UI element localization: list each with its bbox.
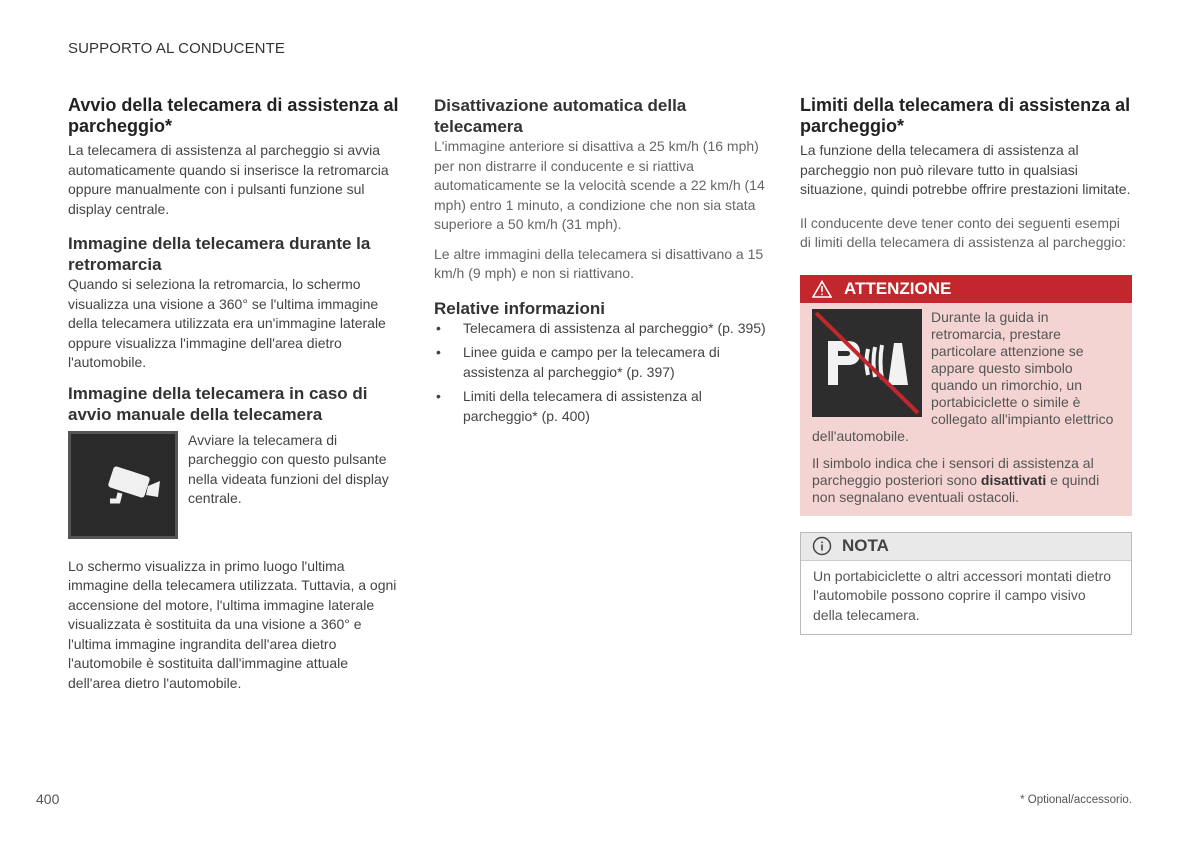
column-2	[434, 95, 769, 426]
subheading-related-info: Relative informazioni	[434, 298, 605, 318]
paragraph: L'immagine anteriore si disattiva a 25 km/h (16 mph) per non distrarre il conducente e si riattiva automaticamente se la velocità scende a 22 km/h (14 mph) entro 1 minuto, a condizione che non sia stata superiore a 50 km/h (31 mph).	[434, 138, 765, 232]
paragraph: La telecamera di assistenza al parcheggio si avvia automaticamente quando si inserisce la retromarcia oppure manualmente con i pulsanti funzione sul display centrale.	[68, 142, 389, 217]
bullet-icon: •	[436, 344, 441, 360]
note-header	[801, 533, 1131, 561]
column-3	[800, 95, 1132, 635]
page-number: 400	[36, 791, 60, 807]
warning-box	[800, 275, 1132, 516]
related-link[interactable]: • Linee guida e campo per la telecamera di assistenza al parcheggio* (p. 397)	[436, 344, 720, 380]
paragraph: Il simbolo indica che i sensori di assistenza al parcheggio posteriori sono disattivati e quindi non segnalano eventuali ostacoli.	[812, 454, 1100, 505]
column-1	[68, 95, 400, 693]
paragraph: Le altre immagini della telecamera si disattivano a 15 km/h (9 mph) e non si riattivano.	[434, 245, 764, 281]
bullet-icon: •	[436, 319, 441, 336]
section-title-limits: Limiti della telecamera di assistenza al parcheggio*	[800, 95, 1131, 136]
paragraph: Quando si seleziona la retromarcia, lo schermo visualizza una visione a 360° se l'ultima immagine della telecamera utilizzata era un'immagine laterale oppure visualizza l'immagine dell'area dietro l'automobile.	[68, 276, 386, 370]
subheading-manual-start: Immagine della telecamera in caso di avvio manuale della telecamera	[68, 383, 368, 424]
subheading-reverse-image: Immagine della telecamera durante la retromarcia	[68, 234, 371, 274]
footnote: * Optional/accessorio.	[1020, 794, 1132, 806]
note-box	[800, 532, 1132, 636]
related-link[interactable]: • Limiti della telecamera di assistenza al parcheggio* (p. 400)	[436, 388, 702, 424]
related-links-list	[434, 319, 769, 427]
warning-label: ATTENZIONE	[844, 278, 952, 298]
related-link[interactable]: • Telecamera di assistenza al parcheggio* (p. 395)	[434, 319, 769, 339]
paragraph: La funzione della telecamera di assistenza al parcheggio non può rilevare tutto in qualsiasi situazione, quindi potrebbe offrire prestazioni limitate.	[800, 142, 1131, 197]
warning-triangle-icon	[812, 280, 832, 298]
section-title-start-camera: Avvio della telecamera di assistenza al parcheggio*	[68, 95, 399, 136]
paragraph: Lo schermo visualizza in primo luogo l'ultima immagine della telecamera utilizzata. Tuttavia, a ogni accensione del motore, l'ultima immagine laterale visualizzata è sostituita da una visione a 360° e l'ultima immagine ingrandita dell'area dietro l'automobile è sostituita dall'immagine attuale dell'area dietro l'automobile.	[68, 557, 397, 691]
parking-sensor-disabled-image	[812, 309, 922, 417]
paragraph: Il conducente deve tener conto dei seguenti esempi di limiti della telecamera di assistenza al parcheggio:	[800, 214, 1127, 250]
camera-button-image	[68, 431, 178, 539]
paragraph: Un portabiciclette o altri accessori montati dietro l'automobile possono coprire il campo visivo della telecamera.	[813, 567, 1112, 623]
camera-icon	[68, 431, 178, 539]
paragraph: Avviare la telecamera di parcheggio con questo pulsante nella videata funzioni del display centrale.	[188, 431, 389, 506]
bullet-icon: •	[436, 388, 441, 404]
info-icon	[812, 536, 832, 556]
section-header: SUPPORTO AL CONDUCENTE	[68, 40, 285, 57]
note-label: NOTA	[842, 536, 889, 555]
paragraph: Durante la guida in retromarcia, prestare particolare attenzione se appare questo simbolo quando un rimorchio, un portabiciclette o simile è collegato all'impianto elettrico dell'automobile.	[812, 308, 1114, 444]
camera-button-illustration	[68, 431, 400, 539]
subheading-auto-deactivation: Disattivazione automatica della telecamera	[434, 96, 687, 136]
note-body	[801, 561, 1131, 635]
parking-sensor-off-icon	[812, 309, 922, 417]
warning-header	[800, 275, 1132, 303]
warning-body	[800, 303, 1132, 516]
